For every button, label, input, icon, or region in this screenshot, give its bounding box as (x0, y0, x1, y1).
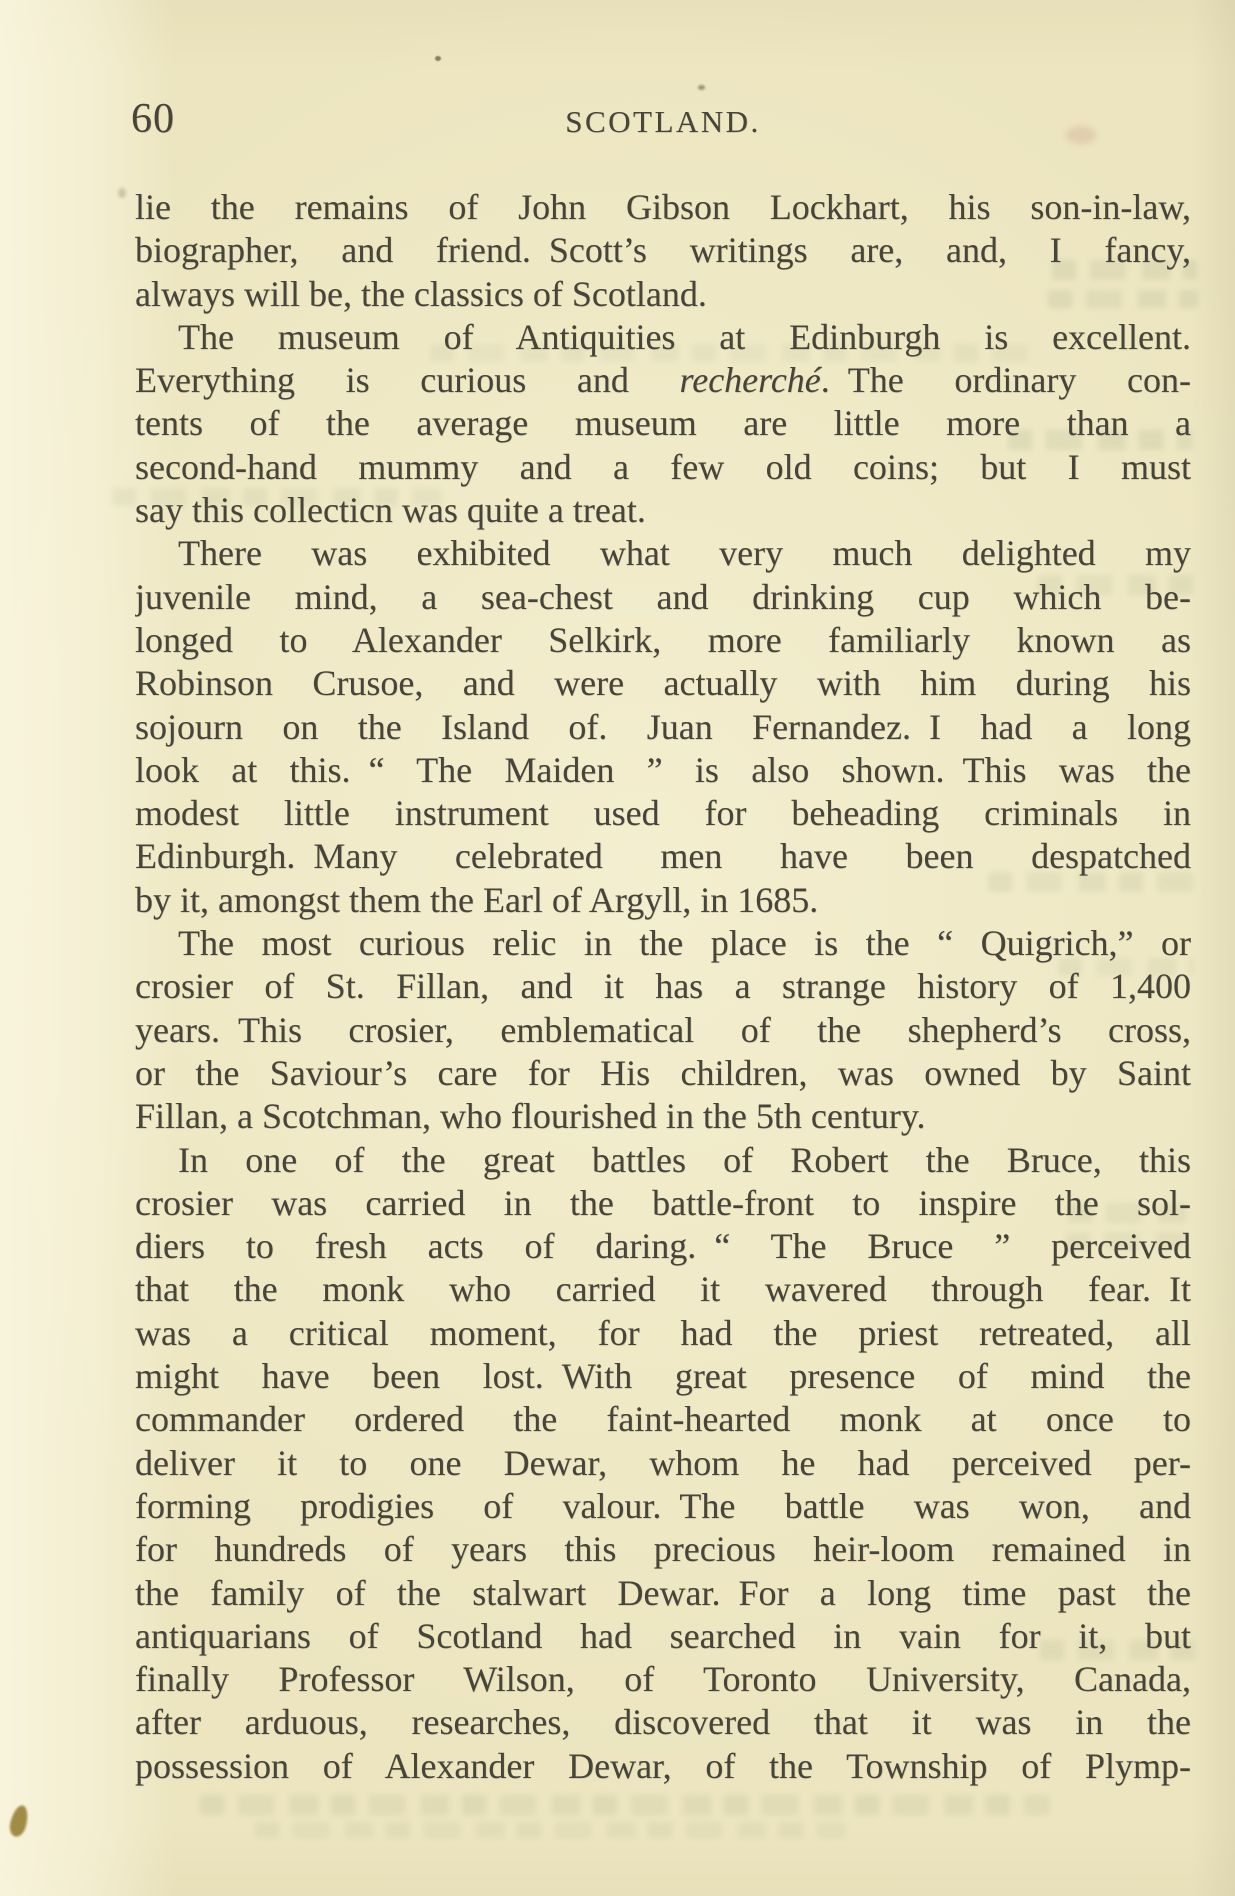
text-segment: always will be, the classics of Scotland. (135, 273, 707, 314)
text-line (135, 273, 1191, 316)
bleedthrough-ghost (200, 1795, 1050, 1815)
text-segment: deliver it to one Dewar, whom he had perceived per- (135, 1442, 1191, 1483)
text-segment: juvenile mind, a sea-chest and drinking cup which be- (135, 576, 1191, 617)
text-segment: biographer, and friend. Scott’s writings are, and, I fancy, (135, 230, 1191, 271)
scan-speck (118, 188, 126, 198)
text-line (135, 1442, 1191, 1485)
text-segment: modest little instrument used for beheading criminals in (135, 793, 1191, 834)
text-line (135, 965, 1191, 1008)
text-segment: that the monk who carried it wavered through fear. It (135, 1269, 1191, 1310)
text-line (135, 619, 1191, 662)
text-line (135, 489, 1191, 532)
text-segment: crosier was carried in the battle-front to inspire the sol- (135, 1182, 1191, 1223)
text-line (135, 446, 1191, 489)
text-segment: after arduous, researches, discovered that it was in the (135, 1702, 1191, 1743)
text-line (135, 1268, 1191, 1311)
text-segment: There was exhibited what very much delighted my (178, 533, 1191, 574)
text-line (135, 1139, 1191, 1182)
text-segment: was a critical moment, for had the priest retreated, all (135, 1312, 1191, 1353)
text-line (135, 1052, 1191, 1095)
text-line (135, 1095, 1191, 1138)
text-line (135, 316, 1191, 359)
text-line (135, 1528, 1191, 1571)
text-line (135, 662, 1191, 705)
text-segment: finally Professor Wilson, of Toronto University, Canada, (135, 1659, 1191, 1700)
text-segment: Everything is curious and (135, 360, 680, 401)
text-line (135, 359, 1191, 402)
text-line (135, 835, 1191, 878)
scan-speck (435, 56, 441, 61)
text-segment: forming prodigies of valour. The battle was won, and (135, 1485, 1191, 1526)
text-segment: crosier of St. Fillan, and it has a strange history of 1,400 (135, 966, 1191, 1007)
text-line (135, 706, 1191, 749)
text-line (135, 792, 1191, 835)
text-segment: lie the remains of John Gibson Lockhart, his son-in-law, (135, 187, 1191, 227)
text-segment: longed to Alexander Selkirk, more familiarly known as (135, 619, 1191, 660)
text-line (135, 402, 1191, 445)
text-line (135, 749, 1191, 792)
bleedthrough-ghost (255, 1822, 845, 1838)
text-line (135, 1182, 1191, 1225)
text-line (135, 1398, 1191, 1441)
text-segment: say this collecticn was quite a treat. (135, 490, 646, 531)
text-segment: Fillan, a Scotchman, who flourished in the 5th century. (135, 1096, 926, 1137)
ink-stain (7, 1804, 30, 1839)
italic-text-segment: recherché (679, 360, 821, 401)
text-line (135, 879, 1191, 922)
text-segment: look at this. “ The Maiden ” is also shown. This was the (135, 749, 1191, 790)
text-line (135, 532, 1191, 575)
text-line (135, 576, 1191, 619)
text-line (135, 1312, 1191, 1355)
text-line (135, 1355, 1191, 1398)
text-segment: . The ordinary con- (820, 360, 1191, 401)
page-number: 60 (131, 96, 175, 142)
text-segment: sojourn on the Island of. Juan Fernandez. I had a long (135, 706, 1191, 747)
text-line (135, 1009, 1191, 1052)
body-text (135, 186, 1191, 1788)
text-segment: second-hand mummy and a few old coins; but I must (135, 446, 1191, 487)
text-line (135, 922, 1191, 965)
text-segment: possession of Alexander Dewar, of the Township of Plymp- (135, 1745, 1191, 1786)
text-segment: The museum of Antiquities at Edinburgh is excellent. (178, 316, 1191, 357)
text-line (135, 1701, 1191, 1744)
text-line (135, 1658, 1191, 1701)
text-line (135, 1572, 1191, 1615)
text-segment: Edinburgh. Many celebrated men have been despatched (135, 836, 1191, 877)
text-line (135, 1615, 1191, 1658)
text-line (135, 186, 1191, 229)
text-segment: diers to fresh acts of daring. “ The Bruce ” perceived (135, 1226, 1191, 1267)
text-segment: for hundreds of years this precious heir-loom remained in (135, 1529, 1191, 1570)
scan-speck (698, 85, 705, 90)
text-segment: Robinson Crusoe, and were actually with him during his (135, 663, 1191, 704)
text-line (135, 1485, 1191, 1528)
text-segment: tents of the average museum are little more than a (135, 403, 1191, 444)
text-line (135, 229, 1191, 272)
text-segment: might have been lost. With great presence of mind the (135, 1356, 1191, 1397)
text-line (135, 1745, 1191, 1788)
text-segment: In one of the great battles of Robert the Bruce, this (178, 1139, 1191, 1180)
text-segment: by it, amongst them the Earl of Argyll, in 1685. (135, 879, 819, 920)
text-line (135, 1225, 1191, 1268)
text-segment: or the Saviour’s care for His children, was owned by Saint (135, 1052, 1191, 1093)
text-segment: commander ordered the faint-hearted monk at once to (135, 1399, 1191, 1440)
text-segment: years. This crosier, emblematical of the shepherd’s cross, (135, 1009, 1191, 1050)
text-segment: antiquarians of Scotland had searched in vain for it, but (135, 1615, 1191, 1656)
text-segment: The most curious relic in the place is the “ Quigrich,” or (178, 923, 1191, 964)
running-title: SCOTLAND. (565, 104, 761, 139)
text-segment: the family of the stalwart Dewar. For a long time past the (135, 1572, 1191, 1613)
